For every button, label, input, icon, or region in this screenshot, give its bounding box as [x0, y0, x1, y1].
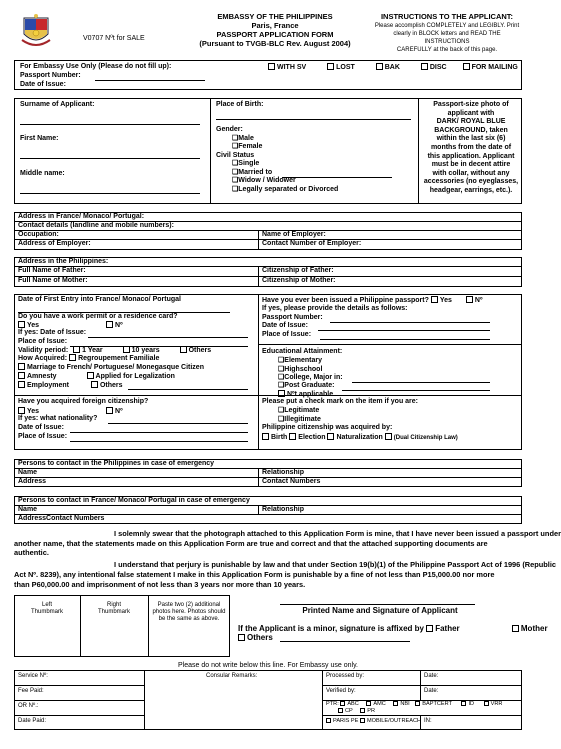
form-code: V0707 Nºt for SALE: [83, 35, 145, 42]
instructions-line2: clearly in BLOCK letters and READ THE INSTRUCTIONS: [393, 30, 501, 45]
processed-date-label: Date:: [424, 673, 439, 679]
france-address-label: Address in France/ Monaco/ Portugal:: [18, 213, 145, 220]
validity-others[interactable]: Others: [180, 347, 212, 354]
instructions-line3: CAREFULLY at the back of this page.: [396, 46, 498, 53]
prev-passport-yes[interactable]: Yes: [431, 297, 452, 304]
cp-checkbox[interactable]: CP: [338, 708, 353, 714]
gender-male-option[interactable]: ❑Male: [232, 135, 254, 142]
minor-father-option[interactable]: Father: [426, 624, 459, 633]
foreign-citizenship-question: Have you acquired foreign citizenship?: [18, 398, 149, 405]
baptcert-checkbox[interactable]: BAPTCERT: [415, 701, 452, 707]
contact-of-employer-label: Contact Number of Employer:: [262, 240, 362, 247]
name-of-employer-label: Name of Employer:: [262, 231, 326, 238]
validity-label: Validity period:: [18, 347, 69, 354]
instructions-title: INSTRUCTIONS TO THE APPLICANT:: [380, 12, 514, 21]
father-citizenship-label: Citizenship of Father:: [262, 267, 334, 274]
emergency-fr-relationship-label: Relationship: [262, 506, 305, 513]
education-postgrad[interactable]: ❑Post Graduate:: [278, 382, 335, 389]
acquired-by-label: Philippine citizenship was acquired by:: [262, 424, 393, 431]
emergency-ph-address-label: Address: [18, 478, 47, 485]
emergency-fr-address-contact-label: AddressContact Numbers: [18, 515, 105, 522]
emergency-ph-relationship-label: Relationship: [262, 469, 305, 476]
occupation-label: Occupation:: [18, 231, 59, 238]
middle-name-field[interactable]: [20, 193, 200, 194]
pr-checkbox[interactable]: PR: [360, 708, 375, 714]
minor-others-option[interactable]: Others: [238, 633, 273, 642]
education-elementary[interactable]: ❑Elementary: [278, 357, 323, 364]
amc-checkbox[interactable]: AMC: [366, 701, 385, 707]
nbi-checkbox[interactable]: NBI: [393, 701, 409, 707]
paris-pe-checkbox[interactable]: PARIS PE: [326, 718, 358, 724]
emergency-ph-contact-label: Contact Numbers: [262, 478, 321, 485]
embassy-name: EMBASSY OF THE PHILIPPINES: [217, 12, 333, 21]
amnesty-option[interactable]: Amnesty: [18, 373, 57, 380]
form-title: PASSPORT APPLICATION FORM: [216, 30, 334, 39]
processed-by-label: Processed by:: [326, 673, 365, 679]
lost-checkbox[interactable]: LOST: [327, 64, 355, 71]
middle-name-label: Middle name:: [20, 170, 65, 177]
civil-married-option[interactable]: ❑Married to: [232, 169, 273, 176]
foreign-cit-yes[interactable]: Yes: [18, 408, 39, 415]
validity-10-years[interactable]: 10 years: [123, 347, 160, 354]
photo-instructions: Passport-size photo of applicant with DARK/ ROYAL BLUE BACKGROUND, taken within the last six (6) months from the date of this application. Applicant must be in decent attire with collar, without any accessories (no eyeglasses, headgear, earrings, etc.).: [423, 101, 519, 194]
how-acquired-label: How Acquired: Regroupement Familiale: [18, 355, 160, 362]
contact-details-label: Contact details (landline and mobile numbers):: [18, 222, 174, 229]
legalization-option[interactable]: Applied for Legalization: [87, 373, 175, 380]
civil-single-option[interactable]: ❑Single: [232, 160, 260, 167]
date-paid-label: Date Paid:: [18, 718, 47, 724]
acquired-election[interactable]: Election: [289, 434, 325, 441]
first-name-field[interactable]: [20, 158, 200, 159]
embassy-use-title: For Embassy Use Only (Please do not fill up):: [20, 63, 172, 70]
education-label: Educational Attainment:: [262, 348, 343, 355]
embassy-passport-number-label: Passport Number:: [20, 72, 81, 79]
service-no-label: Service Nº:: [18, 673, 48, 679]
work-permit-doi-label: If yes: Date of Issue:: [18, 329, 87, 336]
what-nationality-label: If yes: what nationality?: [18, 415, 98, 422]
prev-passport-poi-label: Place of Issue:: [262, 331, 312, 338]
ptr-label: PTR:: [326, 701, 339, 707]
civil-widow-option[interactable]: ❑Widow / Widower: [232, 177, 296, 184]
education-not-applicable[interactable]: Nºt applicable: [278, 390, 333, 399]
acquired-birth[interactable]: Birth: [262, 434, 287, 441]
bak-checkbox[interactable]: BAK: [376, 64, 400, 71]
embassy-date-of-issue-label: Date of Issue:: [20, 81, 66, 88]
illegitimate-option[interactable]: ❑Illegitimate: [278, 416, 321, 423]
verified-date-label: Date:: [424, 688, 439, 694]
vrr-checkbox[interactable]: VRR: [484, 701, 503, 707]
work-permit-question: Do you have a work permit or a residence card?: [18, 313, 178, 320]
legitimate-option[interactable]: ❑Legitimate: [278, 407, 320, 414]
embassy-city: Paris, France: [251, 21, 299, 30]
emergency-ph-name-label: Name: [18, 469, 38, 476]
philippine-seal-logo: [20, 12, 52, 48]
additional-photos-note: Paste two (2) additional photos here. Photos should be the same as above.: [152, 602, 226, 622]
prev-passport-number-label: Passport Number:: [262, 314, 323, 321]
emergency-ph-title: Persons to contact in the Philippines in case of emergency: [18, 460, 215, 467]
foreign-cit-no[interactable]: Nº: [106, 408, 123, 415]
left-thumbmark-label: Left Thumbmark: [30, 602, 63, 615]
minor-mother-option[interactable]: Mother: [512, 624, 548, 633]
printed-name-label: Printed Name and Signature of Applicant: [302, 606, 458, 615]
place-of-birth-label: Place of Birth:: [216, 101, 264, 108]
dual-citizenship-note: (Dual Citizenship Law): [385, 435, 458, 441]
or-no-label: OR Nº.:: [18, 703, 39, 709]
work-permit-no[interactable]: Nº: [106, 322, 123, 329]
work-permit-yes[interactable]: Yes: [18, 322, 39, 329]
surname-label: Surname of Applicant:: [20, 101, 95, 108]
foreign-poi-label: Place of Issue:: [18, 433, 68, 440]
id-checkbox[interactable]: ID: [461, 701, 474, 707]
mobile-outreach-checkbox[interactable]: MOBILE/OUTREACH: [360, 718, 421, 724]
surname-field[interactable]: [20, 124, 200, 125]
consular-remarks-label: Consular Remarks:: [206, 673, 258, 679]
right-thumbmark-label: Right Thumbmark: [97, 602, 130, 615]
prev-passport-question: Have you ever been issued a Philippine passport? Yes Nº: [262, 297, 483, 304]
oath-text: I solemnly swear that the photograph attached to this Application Form is mine, that I have never been issued a passport under another name, that the statements made on this Application Form are true and correct and that the attached supporting documents are authentic. I understand that perjury is punishable by law and that under Section 19(b)(1) of the Philippine Passport Act of 1996 (Republic Act Nº. 8239), any intentional false statement I make in this Application Form is punishable by a fine of not less than P15,000.00 nor more than P60,000.00 and imprisonment of not less than 3 years nor more than 10 years.: [14, 529, 561, 589]
signature-line[interactable]: [280, 604, 475, 605]
first-entry-label: Date of First Entry into France/ Monaco/ Portugal: [18, 296, 181, 303]
prev-passport-no[interactable]: Nº: [466, 297, 483, 304]
check-mark-label: Please put a check mark on the item if you are:: [262, 398, 418, 405]
work-permit-poi-label: Place of Issue:: [18, 338, 68, 345]
abc-checkbox[interactable]: ABC: [340, 701, 359, 707]
first-name-label: First Name:: [20, 135, 59, 142]
foreign-doi-label: Date of Issue:: [18, 424, 64, 431]
instructions-line1: Please accomplish COMPLETELY and LEGIBLY. Print: [374, 22, 520, 29]
prev-passport-provide: If yes, please provide the details as follows:: [262, 305, 408, 312]
mother-name-label: Full Name of Mother:: [18, 277, 88, 284]
verified-by-label: Verified by:: [326, 688, 356, 694]
emergency-fr-title: Persons to contact in France/ Monaco/ Portugal in case of emergency: [18, 497, 250, 504]
fee-paid-label: Fee Paid:: [18, 688, 44, 694]
emergency-fr-name-label: Name: [18, 506, 38, 513]
prev-passport-doi-label: Date of Issue:: [262, 322, 308, 329]
philippines-address-label: Address in the Philippines:: [18, 258, 109, 265]
gender-female-option[interactable]: ❑Female: [232, 143, 263, 150]
address-of-employer-label: Address of Employer:: [18, 240, 91, 247]
father-name-label: Full Name of Father:: [18, 267, 86, 274]
marriage-option[interactable]: Marriage to French/ Portuguese/ Monegasque Citizen: [18, 363, 204, 372]
employment-option[interactable]: Employment: [18, 382, 69, 389]
regroupement-option[interactable]: Regroupement Familiale: [69, 355, 159, 362]
form-revision: (Pursuant to TVGB-BLC Rev. August 2004): [199, 39, 351, 48]
office-use-note: Please do not write below this line. For Embassy use only.: [177, 662, 358, 669]
gender-label: Gender:: [216, 126, 243, 133]
acquired-naturalization[interactable]: Naturalization: [327, 434, 382, 441]
how-acquired-others-option[interactable]: Others: [91, 382, 123, 389]
disc-checkbox[interactable]: DISC: [421, 64, 447, 71]
civil-separated-option[interactable]: ❑Legally separated or Divorced: [232, 186, 339, 193]
mother-citizenship-label: Citizenship of Mother:: [262, 277, 336, 284]
education-highschool[interactable]: ❑Highschool: [278, 366, 323, 373]
with-sv-checkbox[interactable]: WITH SV: [268, 64, 306, 71]
validity-1-year[interactable]: 1 Year: [73, 347, 103, 354]
in-label: IN:: [424, 718, 432, 724]
minor-signature-label: If the Applicant is a minor, signature is affixed by: [238, 624, 424, 633]
civil-status-label: Civil Status: [216, 152, 255, 159]
education-college[interactable]: ❑College, Major in:: [278, 374, 343, 381]
for-mailing-checkbox[interactable]: FOR MAILING: [463, 64, 518, 71]
place-of-birth-field[interactable]: [216, 119, 411, 120]
